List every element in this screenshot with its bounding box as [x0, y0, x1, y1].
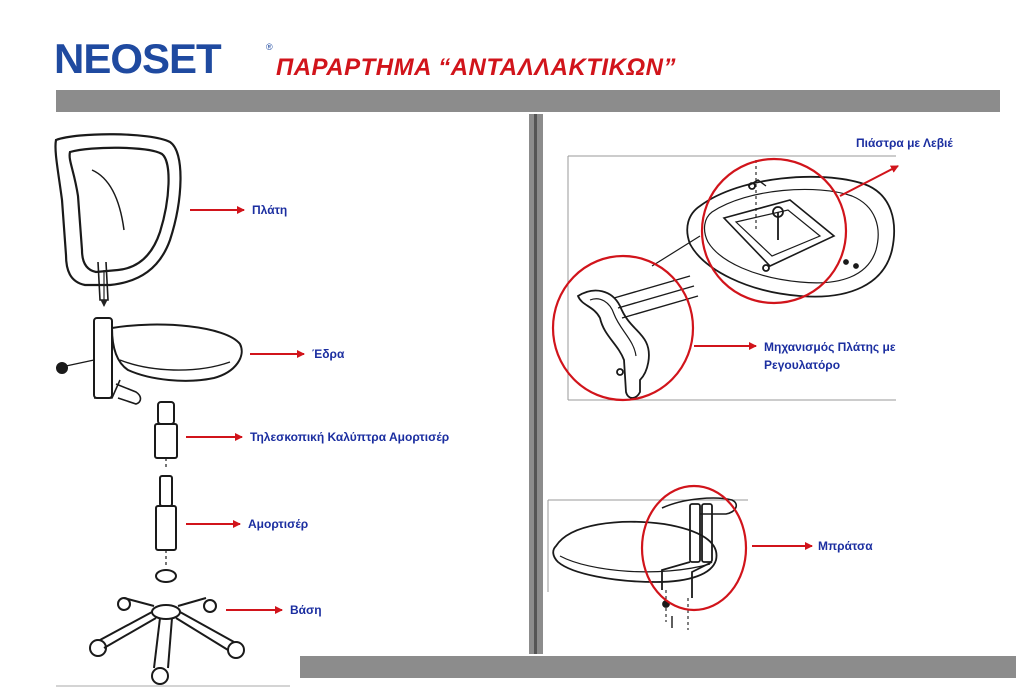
highlight-circle-plate — [702, 159, 846, 303]
gas-lift-drawing — [156, 476, 176, 582]
label-mechanism-line2: Ρεγουλατόρο — [764, 358, 841, 372]
page-title: ΠΑΡΑΡΤΗΜΑ “ΑΝΤΑΛΛΑΚΤΙΚΩΝ” — [276, 54, 677, 81]
seat-drawing — [57, 318, 242, 404]
label-mechanism-line1: Μηχανισμός Πλάτης με — [764, 340, 896, 354]
base-drawing — [90, 598, 244, 684]
label-telescopic-cover: Τηλεσκοπική Καλύπτρα Αμορτισέρ — [250, 430, 450, 444]
label-armrest: Μπράτσα — [818, 539, 873, 553]
label-seat: Έδρα — [312, 347, 345, 361]
brand-logo: NEOSET — [54, 35, 221, 82]
highlight-circle-mechanism — [553, 256, 693, 400]
label-backrest: Πλάτη — [252, 203, 288, 217]
back-mechanism-drawing — [578, 276, 698, 398]
registered-mark: ® — [266, 42, 273, 52]
arrow-plate — [840, 166, 898, 196]
label-seat-plate: Πιάστρα με Λεβιέ — [856, 136, 953, 150]
backrest-drawing — [55, 134, 180, 300]
telescopic-cover-drawing — [155, 402, 177, 470]
label-base: Βάση — [290, 603, 322, 617]
label-gas-lift: Αμορτισέρ — [248, 517, 309, 531]
